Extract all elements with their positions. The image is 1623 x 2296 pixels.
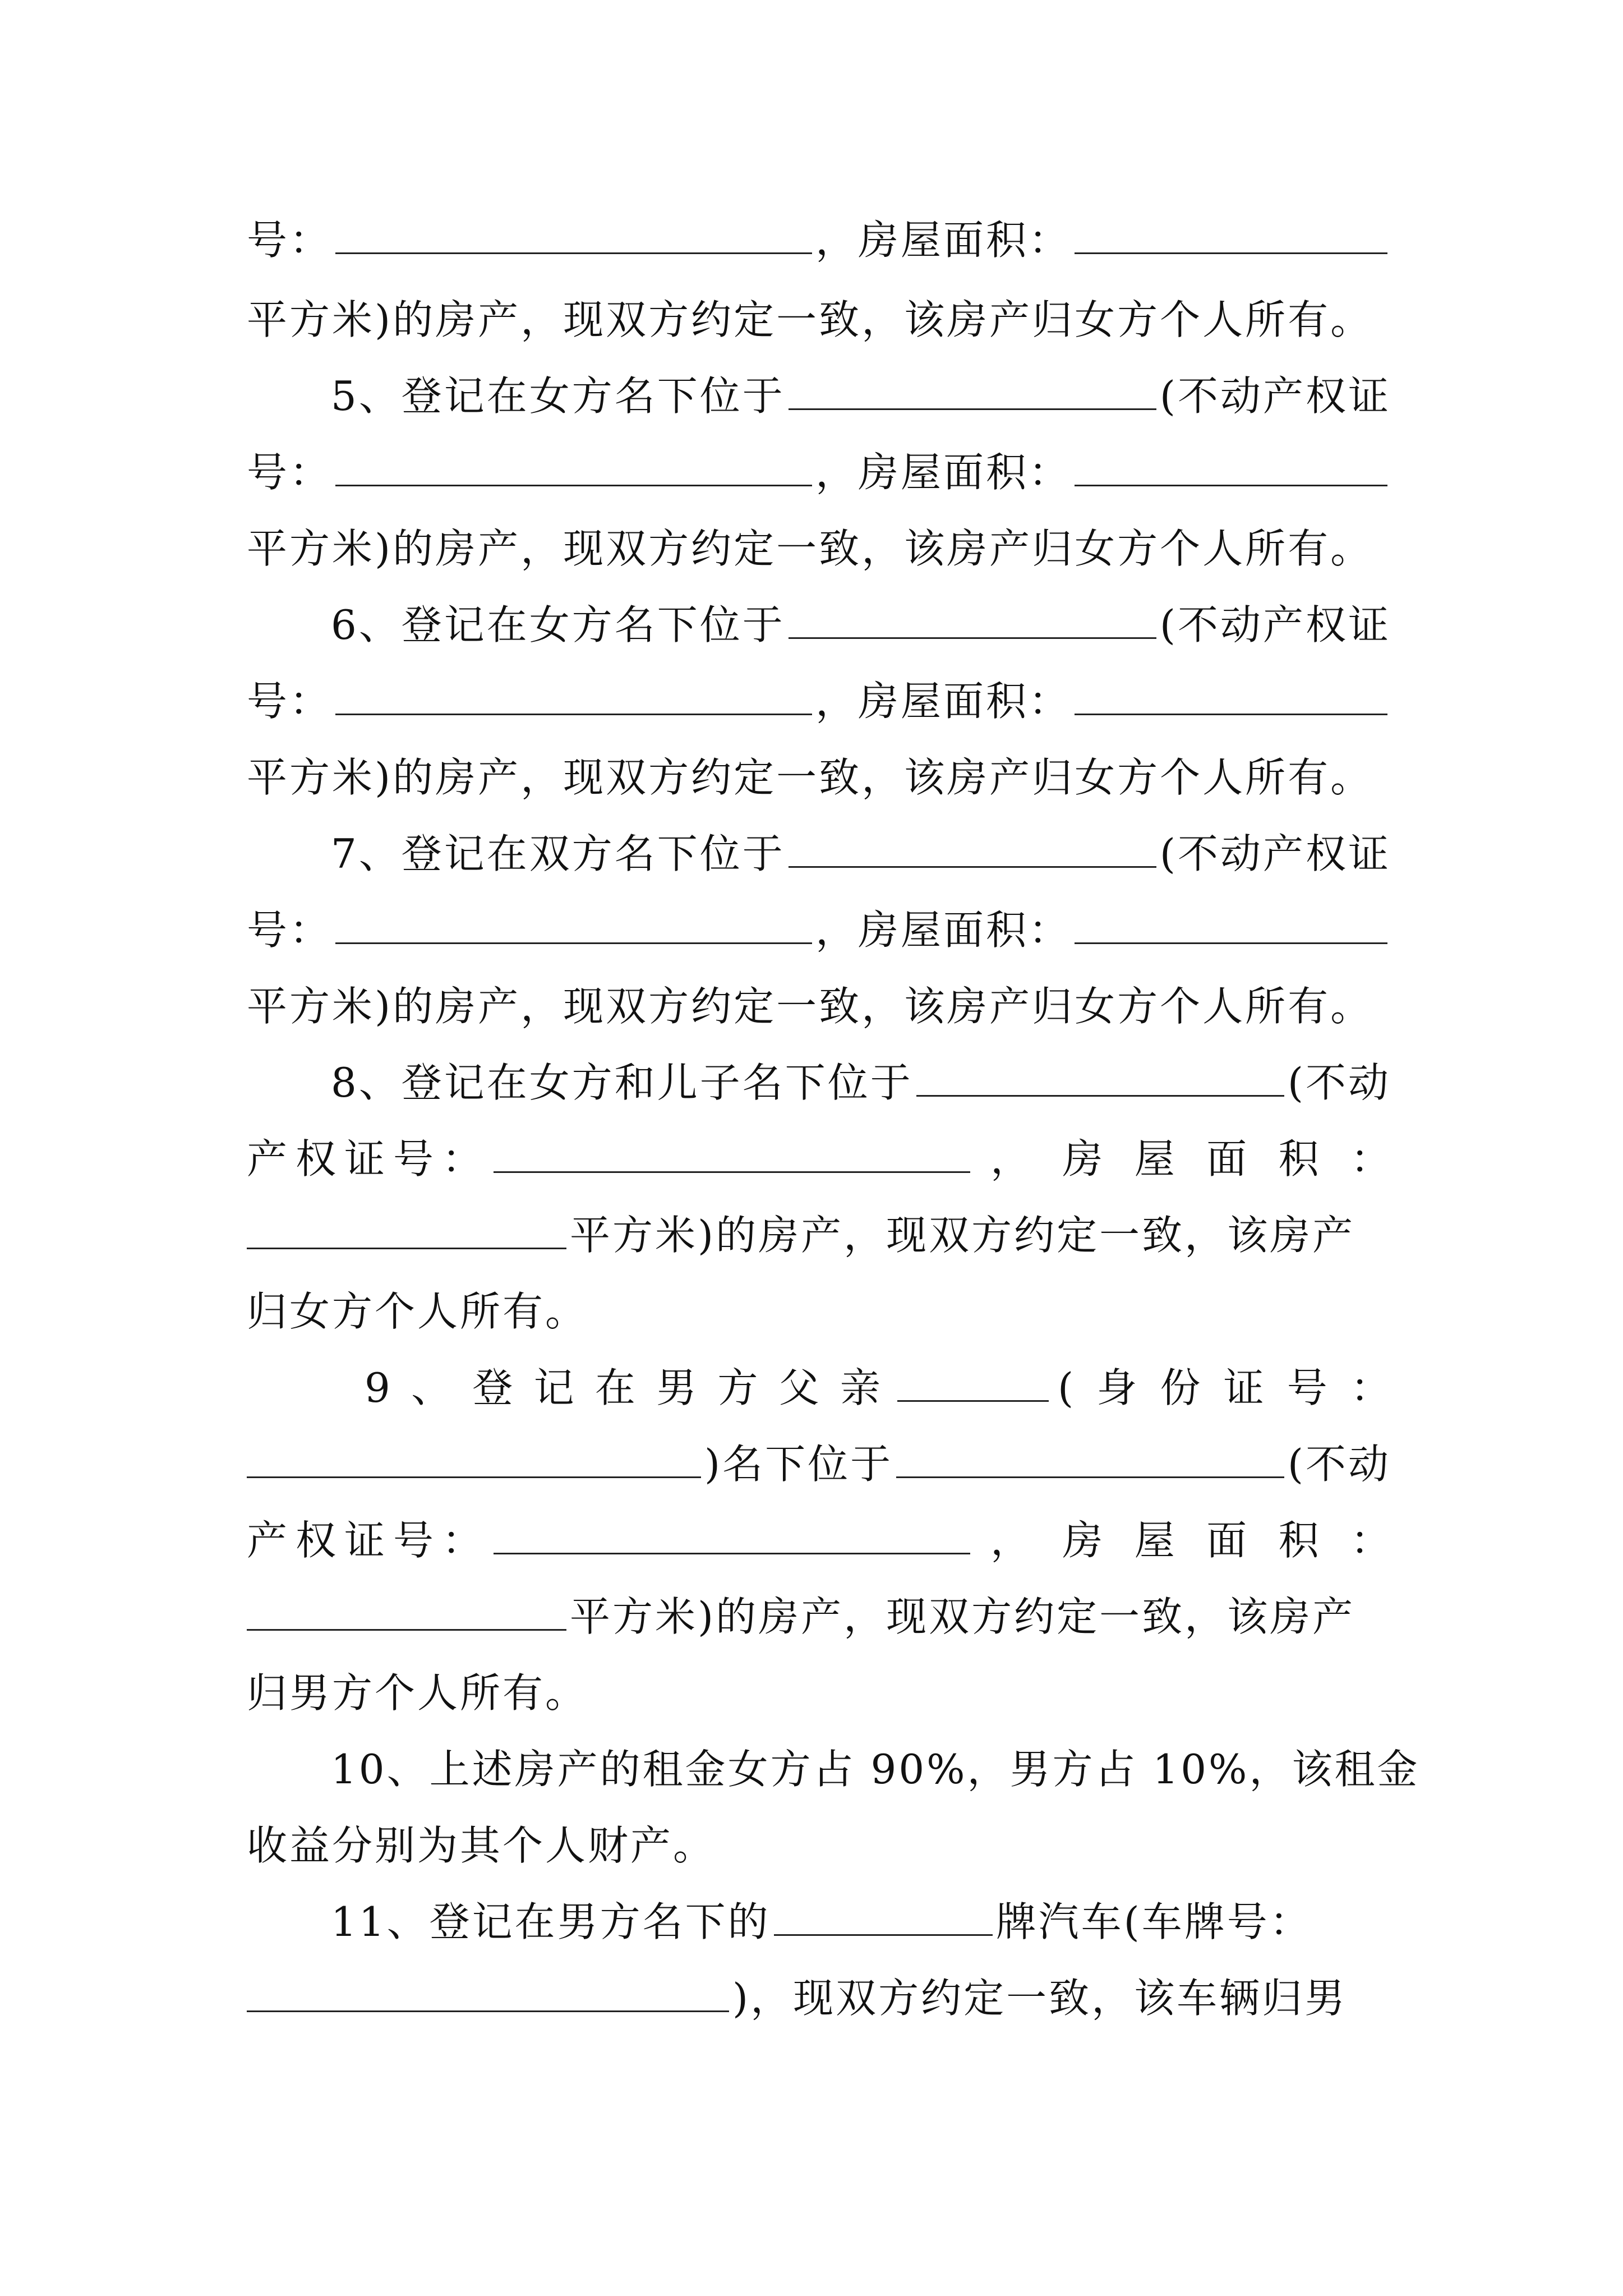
char: 身 [1096,1364,1137,1411]
text-fragment: 号： [247,449,333,496]
char: 号 [393,1517,434,1564]
text-fragment: 号： [247,217,333,264]
text-fragment: 平方米)的房产，现双方约定一致，该房产归女方个人所有。 [247,983,1373,1030]
char: 面 [1206,1517,1247,1564]
text-fragment: 平方米)的房产，现双方约定一致，该房产归女方个人所有。 [247,525,1373,572]
text-line-19 [247,1589,1391,1645]
blank-field [247,1976,729,2012]
text-line-11 [247,978,1391,1034]
char: 权 [295,1135,336,1182]
spread-text [1058,1360,1391,1416]
text-line-22 [247,1818,1391,1874]
blank-field [335,908,812,944]
text-fragment: 平方米)的房产，现双方约定一致，该房产归女方个人所有。 [247,754,1373,801]
char: 号 [1287,1364,1327,1411]
blank-field [335,679,812,715]
blank-field [774,1899,993,1936]
blank-field [897,1365,1049,1402]
blank-field [1075,450,1387,486]
clause-7-label: 7、登记在双方名下位于 [331,830,785,877]
char: ， [990,1135,1031,1182]
blank-field [494,1518,970,1554]
blank-field [1075,908,1387,944]
char: 在 [594,1364,635,1411]
text-line-2 [247,292,1391,348]
text-line-24 [247,1970,1391,2026]
char: 面 [1206,1135,1247,1182]
char: 证 [1223,1364,1264,1411]
blank-field [494,1137,970,1173]
blank-field [789,831,1156,868]
text-fragment: (不动 [1287,1059,1391,1106]
char: 登 [472,1364,513,1411]
char: 屋 [1134,1517,1175,1564]
char: ： [1350,1517,1391,1564]
clause-6-label: 6、登记在女方名下位于 [331,601,785,648]
char: 房 [1062,1517,1103,1564]
text-fragment: 收益分别为其个人财产。 [247,1822,716,1869]
text-line-20 [247,1665,1391,1721]
spread-text [990,1512,1391,1568]
text-fragment: (不动产权证 [1159,830,1391,877]
text-line-1 [247,212,1391,268]
char: 屋 [1134,1135,1175,1182]
text-line-13 [247,1131,1391,1187]
char: 9 [365,1364,390,1411]
text-fragment: ，房屋面积： [815,678,1072,725]
text-fragment: 牌汽车(车牌号： [995,1898,1312,1945]
spread-text [990,1131,1391,1187]
spread-text [247,1131,482,1187]
text-line-7 [247,673,1391,729]
text-fragment: 号： [247,678,333,725]
blank-field [789,374,1156,410]
char: 产 [247,1517,288,1564]
text-line-3 [331,368,1391,424]
blank-field [335,450,812,486]
clause-11-label: 11、登记在男方名下的 [331,1898,771,1945]
clause-10-text: 10、上述房产的租金女方占 90%，男方占 10%，该租金 [331,1746,1420,1793]
char: 权 [295,1517,336,1564]
text-line-15 [247,1283,1391,1340]
char: ， [990,1517,1031,1564]
char: 积 [1278,1135,1319,1182]
text-line-9 [331,826,1391,882]
text-line-14 [247,1207,1391,1263]
char: 证 [344,1135,385,1182]
char: ： [441,1517,482,1564]
text-line-6 [331,597,1391,653]
char: ： [1350,1364,1391,1411]
text-fragment: 归女方个人所有。 [247,1288,588,1335]
char: 亲 [840,1364,880,1411]
text-fragment: )，现双方约定一致，该车辆归男 [732,1975,1348,2022]
char: 产 [247,1135,288,1182]
char: ： [1350,1135,1391,1182]
clause-8-label: 8、登记在女方和儿子名下位于 [331,1059,913,1106]
char: 积 [1278,1517,1319,1564]
blank-field [789,602,1156,639]
text-line-10 [247,902,1391,958]
char: 父 [778,1364,819,1411]
char: 、 [411,1364,452,1411]
spread-text [247,1512,482,1568]
text-fragment: 平方米)的房产，现双方约定一致，该房产归女方个人所有。 [247,296,1373,343]
char: 号 [393,1135,434,1182]
char: 方 [717,1364,758,1411]
text-line-16 [365,1360,1391,1416]
blank-field [335,218,812,254]
text-fragment: (不动产权证 [1159,601,1391,648]
text-line-8 [247,749,1391,806]
char: 份 [1160,1364,1201,1411]
char: ( [1058,1364,1074,1411]
text-fragment: ，房屋面积： [815,217,1072,264]
blank-field [247,1442,701,1478]
clause-5-label: 5、登记在女方名下位于 [331,372,785,420]
text-line-12 [331,1055,1391,1111]
blank-field [247,1213,566,1249]
blank-field [247,1594,566,1631]
text-fragment: )名下位于 [704,1441,893,1488]
blank-field [916,1060,1284,1097]
char: 记 [533,1364,574,1411]
char: 证 [344,1517,385,1564]
text-line-21 [331,1741,1420,1797]
text-fragment: ，房屋面积： [815,907,1072,954]
spread-text [365,1360,880,1416]
text-line-17 [247,1436,1391,1492]
text-line-23 [331,1894,1391,1950]
blank-field [1075,218,1387,254]
text-line-5 [247,521,1391,577]
text-fragment: ，房屋面积： [815,449,1072,496]
char: ： [441,1135,482,1182]
char: 男 [656,1364,697,1411]
char: 房 [1062,1135,1103,1182]
text-line-18 [247,1512,1391,1568]
text-fragment: (不动 [1287,1441,1391,1488]
text-fragment: 平方米)的房产，现双方约定一致，该房产 [570,1593,1355,1640]
blank-field [896,1442,1284,1478]
text-fragment: 号： [247,907,333,954]
text-fragment: (不动产权证 [1159,372,1391,420]
blank-field [1075,679,1387,715]
text-fragment: 平方米)的房产，现双方约定一致，该房产 [570,1212,1355,1259]
text-line-4 [247,444,1391,500]
text-fragment: 归男方个人所有。 [247,1669,588,1717]
